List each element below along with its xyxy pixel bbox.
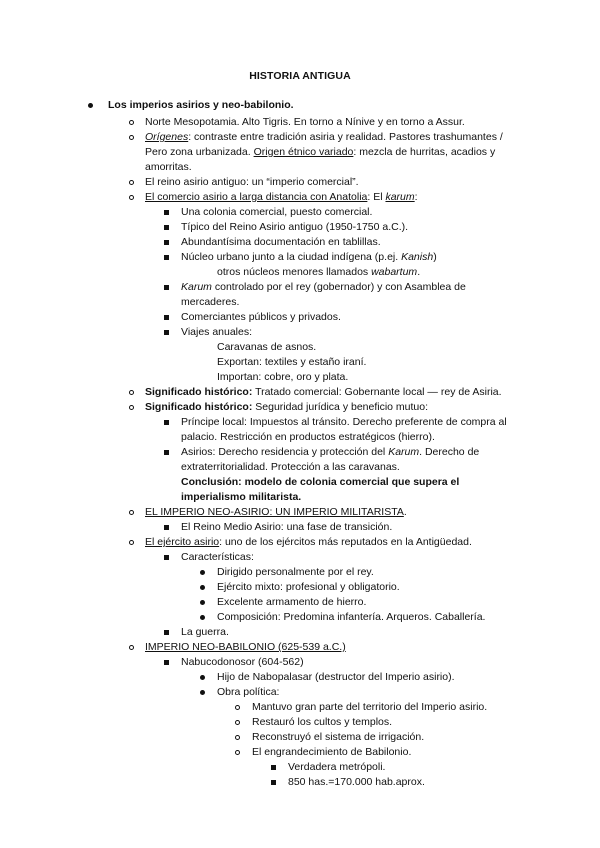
underlined-term: Orígenes <box>145 131 189 143</box>
list-item: Obra política: <box>217 686 280 698</box>
bullet-circle-icon <box>235 745 240 760</box>
bullet-square-icon <box>164 550 169 565</box>
list-item: Mantuvo gran parte del territorio del Imperio asirio. <box>252 701 488 713</box>
list-item-continued <box>145 145 495 160</box>
bullet-circle-icon <box>129 385 134 400</box>
bullet-dot-icon <box>200 685 205 700</box>
list-item <box>181 445 479 460</box>
bullet-square-icon <box>164 220 169 235</box>
bullet-circle-icon <box>129 505 134 520</box>
page-title: HISTORIA ANTIGUA <box>249 70 351 82</box>
list-item <box>145 400 428 415</box>
list-item-continued: Importan: cobre, oro y plata. <box>217 371 349 383</box>
section-heading: Los imperios asirios y neo-babilonio. <box>108 99 294 111</box>
text: ) <box>433 251 437 263</box>
italic-term: Karum <box>388 446 420 458</box>
list-item: Típico del Reino Asirio antiguo (1950-1750 a.C.). <box>181 221 409 233</box>
underlined-term: El comercio asirio a larga distancia con Anatolia <box>145 191 368 203</box>
conclusion-continued: imperialismo militarista. <box>181 491 302 503</box>
text: . <box>403 506 407 518</box>
bullet-square-icon <box>271 760 276 775</box>
bullet-square-icon <box>164 235 169 250</box>
list-item <box>181 250 437 265</box>
bullet-circle-icon <box>129 535 134 550</box>
text: : uno de los ejércitos más reputados en la Antigüedad. <box>219 536 472 548</box>
list-item <box>145 190 418 205</box>
bullet-square-icon <box>164 325 169 340</box>
text: otros núcleos menores llamados <box>217 266 372 278</box>
list-item-continued: Exportan: textiles y estaño iraní. <box>217 356 367 368</box>
list-item: Abundantísima documentación en tablillas. <box>181 236 381 248</box>
list-item: Verdadera metrópoli. <box>288 761 386 773</box>
list-item: Excelente armamento de hierro. <box>217 596 367 608</box>
list-item: La guerra. <box>181 626 229 638</box>
bullet-circle-icon <box>235 730 240 745</box>
italic-term: Kanish <box>401 251 434 263</box>
list-item: Nabucodonosor (604-562) <box>181 656 304 668</box>
list-item: Norte Mesopotamia. Alto Tigris. En torno a Nínive y en torno a Assur. <box>145 116 465 128</box>
list-item: El reino asirio antiguo: un “imperio comercial”. <box>145 176 359 188</box>
list-item: Ejército mixto: profesional y obligatorio. <box>217 581 400 593</box>
bold-label: Significado histórico: <box>145 386 253 398</box>
italic-term: Karum <box>181 281 212 293</box>
list-item: Composición: Predomina infantería. Arqueros. Caballería. <box>217 611 486 623</box>
list-item-continued <box>217 265 420 280</box>
list-item-continued: palacio. Restricción en productos estratégicos (hierro). <box>181 431 435 443</box>
list-item <box>181 280 466 295</box>
bullet-square-icon <box>164 625 169 640</box>
list-item-continued: Caravanas de asnos. <box>217 341 317 353</box>
bullet-dot-icon <box>200 595 205 610</box>
conclusion: Conclusión: modelo de colonia comercial que supera el <box>181 476 460 488</box>
text: : El <box>367 191 386 203</box>
list-item: Dirigido personalmente por el rey. <box>217 566 374 578</box>
bullet-circle-icon <box>235 700 240 715</box>
underlined-term: El ejército asirio <box>145 536 220 548</box>
list-item-continued: extraterritorialidad. Protección a las caravanas. <box>181 461 400 473</box>
list-item-continued: mercaderes. <box>181 296 240 308</box>
text: Seguridad jurídica y beneficio mutuo: <box>252 401 429 413</box>
text: controlado por el rey (gobernador) y con Asamblea de <box>211 281 466 293</box>
bullet-dot-icon <box>200 670 205 685</box>
list-item <box>145 505 407 520</box>
list-item: Príncipe local: Impuestos al tránsito. Derecho preferente de compra al <box>181 416 507 428</box>
bullet-circle-icon <box>129 130 134 145</box>
list-item <box>145 535 472 550</box>
text: . <box>417 266 421 278</box>
bullet-square-icon <box>164 280 169 295</box>
underlined-term: Origen étnico variado <box>253 146 354 158</box>
bullet-square-icon <box>164 520 169 535</box>
list-item: Comerciantes públicos y privados. <box>181 311 341 323</box>
bullet-square-icon <box>164 655 169 670</box>
bullet-circle-icon <box>129 400 134 415</box>
text: . Derecho de <box>419 446 480 458</box>
bullet-dot-icon <box>200 610 205 625</box>
list-item: 850 has.=170.000 hab.aprox. <box>288 776 425 788</box>
list-item: Una colonia comercial, puesto comercial. <box>181 206 373 218</box>
bullet-square-icon <box>164 415 169 430</box>
bold-label: Significado histórico: <box>145 401 253 413</box>
bullet-square-icon <box>164 205 169 220</box>
text: : <box>414 191 418 203</box>
bullet-square-icon <box>164 310 169 325</box>
underlined-heading: IMPERIO NEO-BABILONIO (625-539 a.C.) <box>145 641 346 653</box>
bullet-circle-icon <box>129 640 134 655</box>
bullet-circle-icon <box>129 190 134 205</box>
text: Núcleo urbano junto a la ciudad indígena (p.ej. <box>181 251 402 263</box>
text: : mezcla de hurritas, acadios y <box>353 146 496 158</box>
list-item: El engrandecimiento de Babilonio. <box>252 746 412 758</box>
bullet-dot-icon <box>200 565 205 580</box>
list-item: El Reino Medio Asirio: una fase de transición. <box>181 521 393 533</box>
bullet-dot-icon <box>200 580 205 595</box>
list-item-continued: amorritas. <box>145 161 192 173</box>
text: Pero zona urbanizada. <box>145 146 254 158</box>
text: : contraste entre tradición asiria y realidad. Pastores trashumantes / <box>188 131 503 143</box>
list-item: Viajes anuales: <box>181 326 253 338</box>
list-item <box>145 130 503 145</box>
underlined-term: karum <box>385 191 415 203</box>
text: Tratado comercial: Gobernante local — rey de Asiria. <box>252 386 502 398</box>
bullet-circle-icon <box>235 715 240 730</box>
underlined-heading: EL IMPERIO NEO-ASIRIO: UN IMPERIO MILITARISTA <box>145 506 404 518</box>
list-item: Reconstruyó el sistema de irrigación. <box>252 731 425 743</box>
bullet-square-icon <box>271 775 276 790</box>
list-item <box>145 385 502 400</box>
text: Asirios: Derecho residencia y protección del <box>181 446 389 458</box>
bullet-square-icon <box>164 250 169 265</box>
list-item: Restauró los cultos y templos. <box>252 716 393 728</box>
italic-term: wabartum <box>371 266 418 278</box>
bullet-circle-icon <box>129 175 134 190</box>
bullet-square-icon <box>164 445 169 460</box>
list-item: Características: <box>181 551 254 563</box>
bullet-dot-icon <box>88 98 93 113</box>
bullet-circle-icon <box>129 115 134 130</box>
list-item: Hijo de Nabopalasar (destructor del Imperio asirio). <box>217 671 455 683</box>
